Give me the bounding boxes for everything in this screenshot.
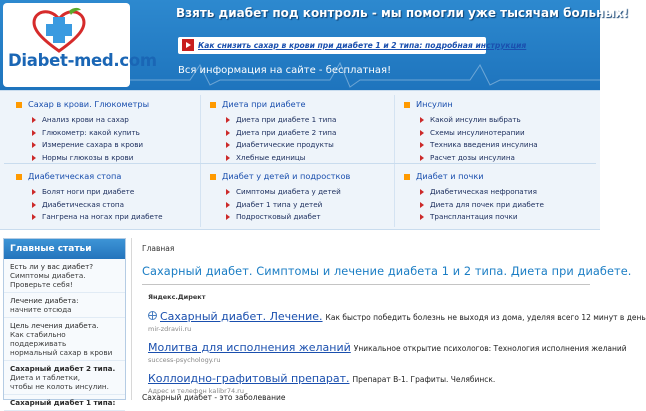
column-divider [131,238,132,400]
logo-text: Diabet-med.com [8,51,157,70]
menu-item[interactable]: Симптомы диабета у детей [226,187,398,200]
menu-item[interactable]: Расчет дозы инсулина [420,153,592,166]
menu-heading[interactable] [16,99,204,109]
arrow-right-icon [182,39,194,51]
article-intro: Сахарный диабет - это заболевание [142,393,286,402]
sidebar-item-subtitle: нормальный сахар в крови [10,348,113,357]
menu-item[interactable]: Диабет 1 типа у детей [226,200,398,213]
menu-column-kidneys [404,171,592,231]
menu-item[interactable]: Трансплантация почки [420,212,592,225]
heart-cross-icon [29,7,89,53]
menu-item[interactable]: Подростковый диабет [226,212,398,225]
menu-column-insulin [404,99,592,162]
menu-item[interactable]: Какой инсулин выбрать [420,115,592,128]
sidebar-item-subtitle: чтобы не колоть инсулин. [10,382,109,391]
menu-item[interactable]: Анализ крови на сахар [32,115,204,128]
ad-link[interactable]: Молитва для исполнения желаний [148,341,351,354]
menu-item[interactable]: Диета для почек при диабете [420,200,592,213]
menu-heading[interactable] [404,99,592,109]
sidebar-item[interactable] [4,318,125,361]
menu-item[interactable]: Хлебные единицы [226,153,398,166]
bullet-icon [210,174,216,180]
menu-heading-label: Диабет у детей и подростков [222,171,351,181]
promo-bar[interactable] [178,37,527,54]
sidebar-title: Главные статьи [4,239,125,259]
ad-block [148,305,646,333]
page-title: Сахарный диабет. Симптомы и лечение диабета 1 и 2 типа. Диета при диабете. [142,265,632,278]
menu-item[interactable]: Гангрена на ногах при диабете [32,212,204,225]
ad-block [148,336,627,364]
ad-description: Препарат В-1. Графиты. Челябинск. [352,375,496,384]
sidebar-item-subtitle: Диета и таблетки, [10,373,81,382]
menu-heading[interactable] [210,99,398,109]
slogan: Взять диабет под контроль - мы помогли уже тысячам больных! [176,6,629,20]
menu-item[interactable]: Диабетическая стопа [32,200,204,213]
menu-item[interactable]: Измерение сахара в крови [32,140,204,153]
sidebar-item[interactable] [4,361,125,395]
menu-column-children [210,171,398,231]
sidebar-item-subtitle: Симптомы диабета. [10,271,86,280]
menu-item[interactable]: Диабетические продукты [226,140,398,153]
promo-link[interactable]: Как снизить сахар в крови при диабете 1 и 2 типа: подробная инструкция [198,41,527,50]
breadcrumb[interactable]: Главная [142,244,175,253]
ad-description: Как быстро победить болезнь не выходя из дома, уделяя всего 12 минут в день [325,313,646,322]
menu-heading-label: Диета при диабете [222,99,306,109]
sidebar-item-title: Сахарный диабет 2 типа. [10,364,116,373]
menu-item[interactable]: Нормы глюкозы в крови [32,153,204,166]
ad-link[interactable]: Сахарный диабет. Лечение. [160,310,323,323]
bullet-icon [210,102,216,108]
menu-item[interactable]: Техника введения инсулина [420,140,592,153]
ads-label[interactable]: Яндекс.Директ [148,293,206,301]
menu-column-diet [210,99,398,162]
bullet-icon [404,102,410,108]
sidebar-main-articles [3,238,126,407]
ad-domain[interactable]: success-psychology.ru [148,356,221,364]
sidebar-item-title: Есть ли у вас диабет? [10,262,94,271]
menu-item[interactable]: Диабетическая нефропатия [420,187,592,200]
ad-domain[interactable]: mir-zdravii.ru [148,325,192,333]
ad-block [148,367,598,395]
menu-heading-label: Диабетическая стопа [28,171,122,181]
sidebar-item[interactable] [4,259,125,293]
ad-link[interactable]: Коллоидно-графитовый препарат. [148,372,350,385]
sidebar-item[interactable] [4,293,125,318]
sidebar-item-subtitle: Проверьте себя! [10,280,73,289]
menu-item[interactable]: Болят ноги при диабете [32,187,204,200]
ad-description: Уникальное открытие психологов: Технология исполнения желаний [353,344,627,353]
logo[interactable] [3,3,157,87]
menu-heading-label: Диабет и почки [416,171,484,181]
menu-heading-label: Инсулин [416,99,453,109]
menu-item[interactable]: Схемы инсулинотерапии [420,128,592,141]
bullet-icon [16,102,22,108]
ad-domain[interactable]: Адрес и телефон kalibr74.ru [148,387,244,395]
menu-heading[interactable] [16,171,204,181]
sidebar-item-title: Лечение диабета: [10,296,79,305]
sidebar-item[interactable] [4,395,125,411]
menu-heading[interactable] [404,171,592,181]
menu-item[interactable]: Диета при диабете 2 типа [226,128,398,141]
globe-icon [148,311,157,320]
menu-heading-label: Сахар в крови. Глюкометры [28,99,150,109]
sidebar-item-subtitle: начните отсюда [10,305,72,314]
menu-item[interactable]: Диета при диабете 1 типа [226,115,398,128]
title-divider [142,284,590,285]
sidebar-item-title: Цель лечения диабета. [10,321,99,330]
category-menu [0,90,600,230]
bullet-icon [404,174,410,180]
sidebar-item-subtitle: Как стабильно поддерживать [10,330,67,348]
menu-heading[interactable] [210,171,398,181]
menu-column-glucose [16,99,204,162]
menu-column-foot [16,171,204,231]
bullet-icon [16,174,22,180]
info-line: Вся информация на сайте - бесплатная! [178,65,392,76]
menu-item[interactable]: Глюкометр: какой купить [32,128,204,141]
sidebar-item-title: Сахарный диабет 1 типа: [10,398,116,407]
site-header [0,0,629,90]
